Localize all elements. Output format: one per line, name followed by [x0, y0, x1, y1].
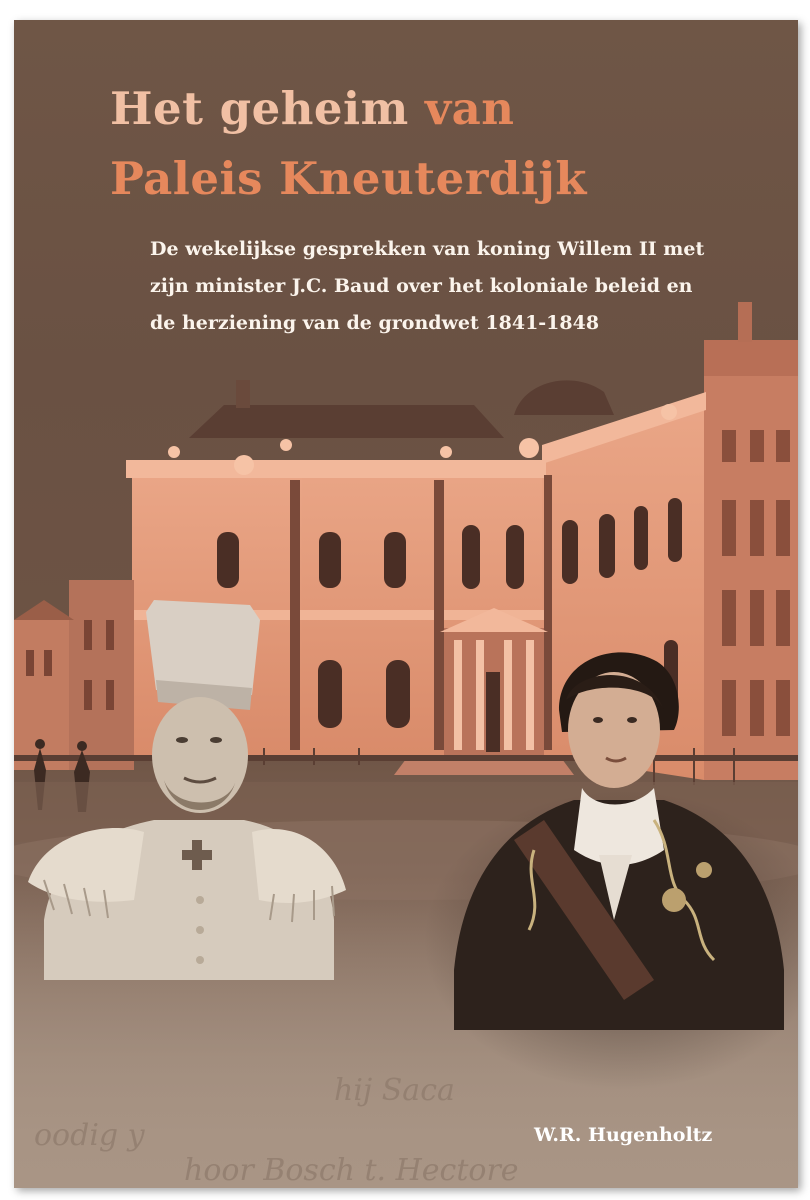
title-part-light: Het geheim	[110, 82, 409, 135]
palace-illustration	[14, 302, 798, 812]
subtitle-line: De wekelijkse gesprekken van koning Willem II met	[150, 238, 705, 260]
book-cover	[14, 20, 798, 1188]
subtitle-line: zijn minister J.C. Baud over het koloniale beleid en	[150, 275, 693, 297]
handwriting-fragment: oodig y	[34, 1118, 145, 1153]
handwriting-fragment: hoor Bosch t. Hectore	[184, 1153, 519, 1188]
cover-illustration	[14, 20, 798, 1188]
author-name: W.R. Hugenholtz	[534, 1124, 713, 1146]
subtitle-line: de herziening van de grondwet 1841-1848	[150, 312, 600, 334]
handwriting-fragment: hij Saca	[334, 1073, 455, 1108]
title-line-2: Paleis Kneuterdijk	[110, 152, 587, 205]
title-part-accent: van	[424, 82, 515, 135]
